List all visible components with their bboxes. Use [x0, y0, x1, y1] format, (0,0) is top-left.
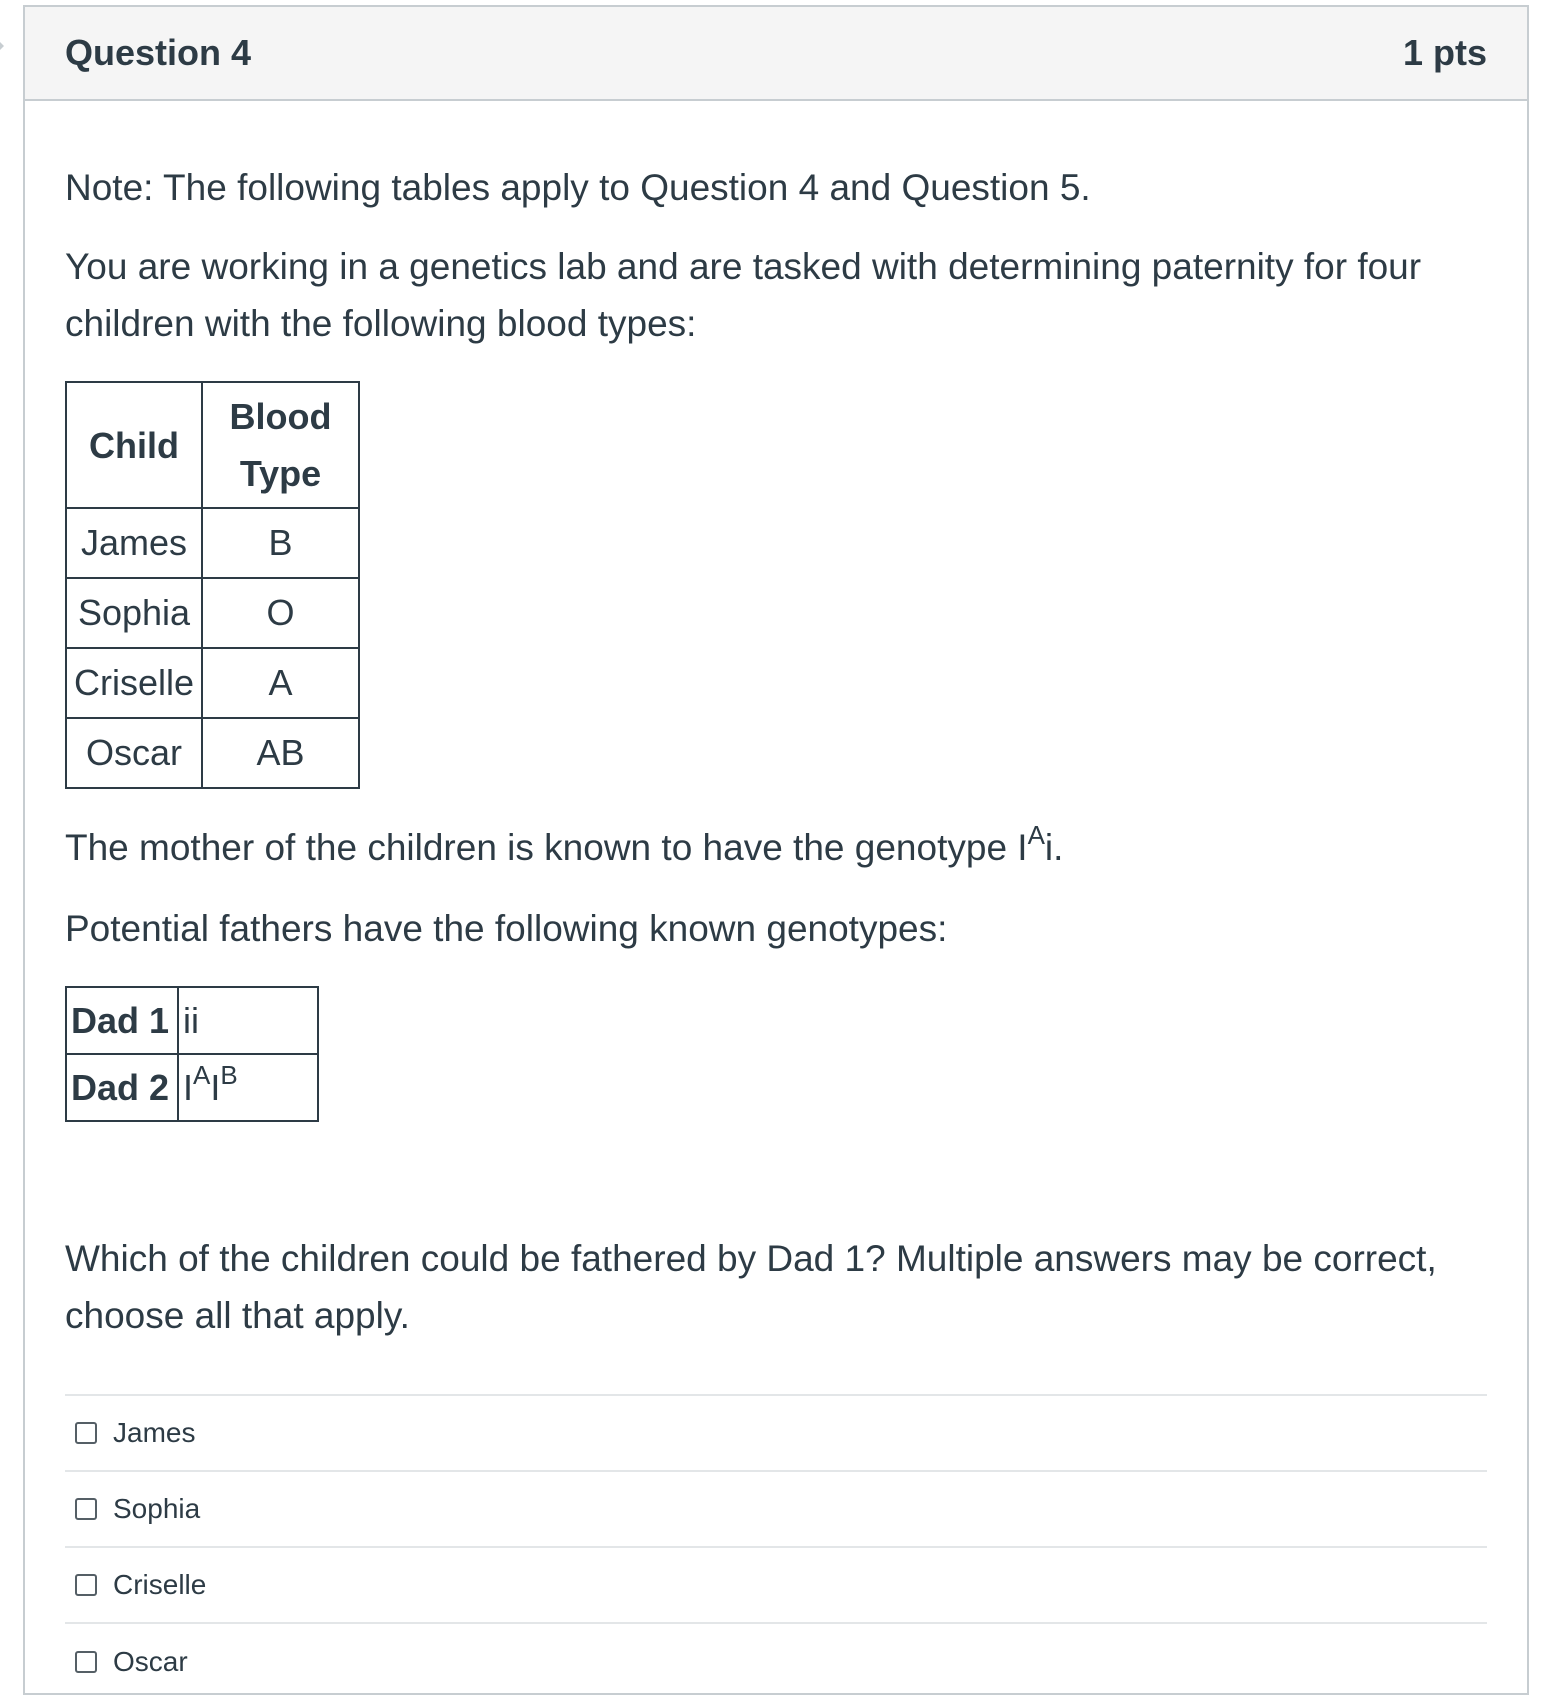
table-row: [66, 578, 359, 648]
answer-label[interactable]: Sophia: [113, 1493, 201, 1524]
child-name: James: [66, 508, 202, 578]
table-row: [66, 648, 359, 718]
question-prompt: Which of the children could be fathered by Dad 1? Multiple answers may be correct, choose all that apply.: [65, 1238, 1437, 1336]
child-name: Oscar: [66, 718, 202, 788]
mother-text-suffix: i.: [1044, 827, 1064, 868]
header-blood-type: Blood Type: [202, 382, 359, 508]
question-title: Question 4: [65, 32, 252, 73]
answer-label[interactable]: Oscar: [113, 1646, 188, 1677]
table-header-row: [66, 382, 359, 508]
allele-superscript: A: [193, 1059, 211, 1090]
chevron-right-icon: [0, 36, 4, 56]
answer-option-criselle[interactable]: [65, 1548, 1487, 1624]
blood-type: O: [202, 578, 359, 648]
answer-list: [65, 1394, 1487, 1700]
fathers-intro-text: Potential fathers have the following known genotypes:: [65, 908, 948, 949]
table-row: [66, 1054, 318, 1121]
checkbox[interactable]: [75, 1574, 97, 1596]
checkbox[interactable]: [75, 1651, 97, 1673]
intro-text: You are working in a genetics lab and are tasked with determining paternity for four children with the following blood types:: [65, 246, 1422, 344]
note-text: Note: The following tables apply to Question 4 and Question 5.: [65, 167, 1091, 208]
table-row: [66, 718, 359, 788]
dad-label: Dad 2: [66, 1054, 178, 1121]
child-name: Criselle: [66, 648, 202, 718]
table-row: [66, 508, 359, 578]
dad-label: Dad 1: [66, 987, 178, 1054]
mother-allele-superscript: A: [1027, 820, 1045, 850]
mother-genotype-text: [65, 819, 1487, 876]
checkbox[interactable]: [75, 1422, 97, 1444]
table-row: [66, 987, 318, 1054]
mother-text-prefix: The mother of the children is known to have the genotype I: [65, 827, 1028, 868]
fathers-genotype-table: [65, 986, 319, 1122]
answer-option-oscar[interactable]: [65, 1624, 1487, 1700]
dad-genotype: ii: [178, 987, 318, 1054]
allele-base: I: [183, 1066, 194, 1108]
question-points: 1 pts: [1402, 32, 1487, 73]
answer-option-james[interactable]: [65, 1396, 1487, 1472]
header-child: Child: [66, 382, 202, 508]
blood-type: A: [202, 648, 359, 718]
question-card: [23, 5, 1529, 1695]
allele-base: I: [210, 1066, 221, 1108]
children-blood-type-table: [65, 381, 360, 789]
answer-label[interactable]: James: [113, 1417, 196, 1448]
answer-option-sophia[interactable]: [65, 1472, 1487, 1548]
question-header: [25, 7, 1527, 101]
question-body: [25, 159, 1527, 1700]
blood-type: B: [202, 508, 359, 578]
blood-type: AB: [202, 718, 359, 788]
answer-label[interactable]: Criselle: [113, 1569, 207, 1600]
child-name: Sophia: [66, 578, 202, 648]
checkbox[interactable]: [75, 1498, 97, 1520]
allele-superscript: B: [220, 1059, 238, 1090]
dad-genotype: [178, 1054, 318, 1121]
